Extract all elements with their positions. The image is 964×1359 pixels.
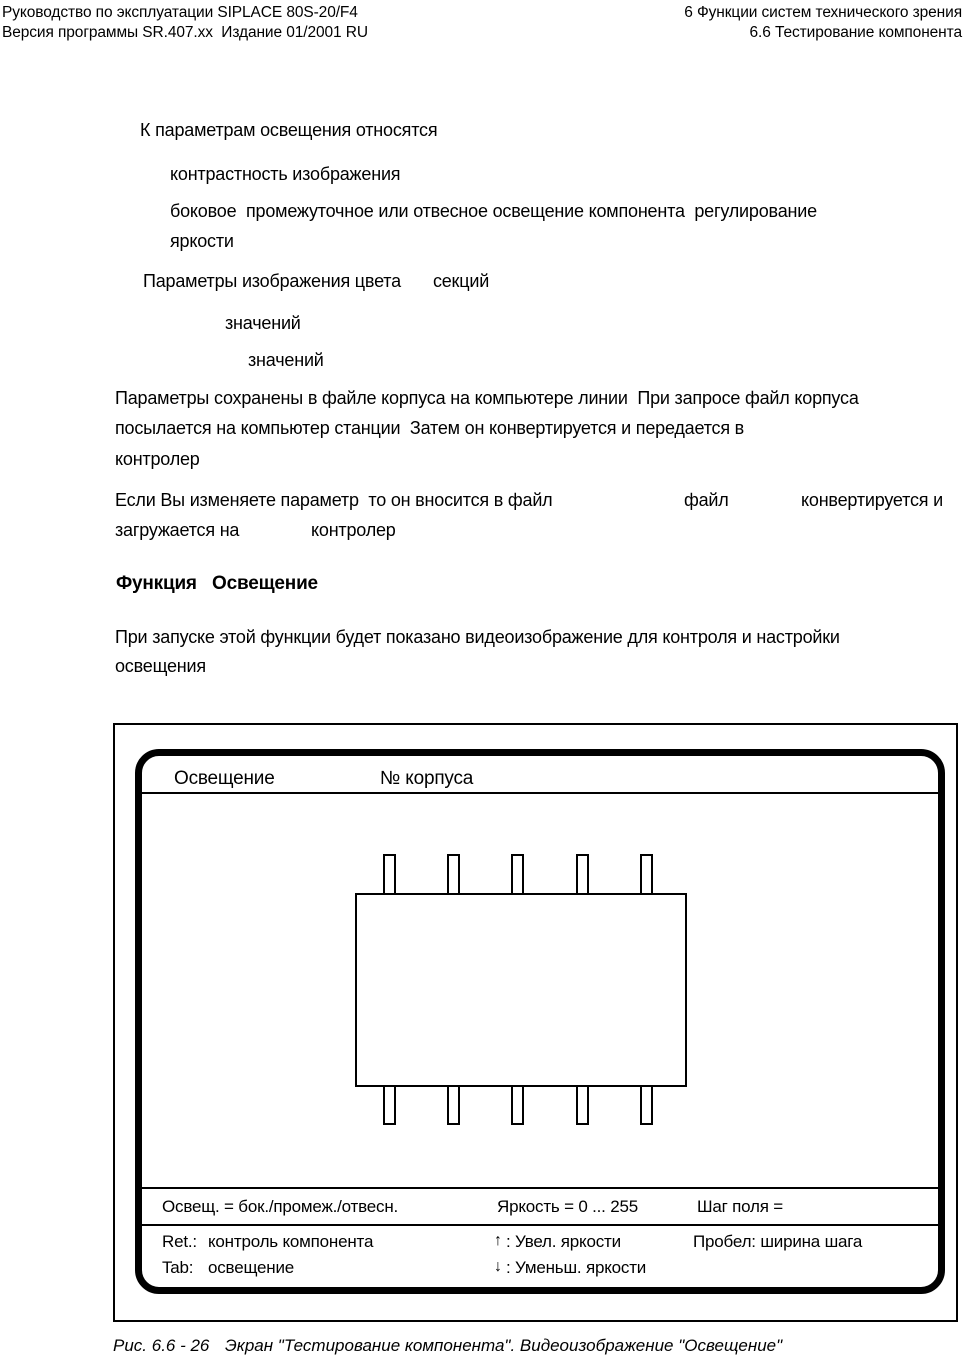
chip-body: [355, 893, 687, 1087]
list-item: яркости: [170, 231, 234, 251]
paragraph-storage-line3: контролер: [115, 449, 200, 469]
paragraph-storage-line1: Параметры сохранены в файле корпуса на компьютере линии При запросе файл корпуса: [115, 388, 859, 408]
paragraph-change-line2: [115, 520, 615, 542]
ret-key-label: Ret.:: [162, 1232, 197, 1251]
figure-caption: [113, 1336, 933, 1359]
chip-pin: [576, 1084, 589, 1125]
paragraph-params-part1: Параметры изображения цвета: [143, 271, 401, 291]
chip-pin: [640, 854, 653, 895]
paragraph-function-line1: При запуске этой функции будет показано видеоизображение для контроля и настройки: [115, 627, 840, 647]
paragraph-change-segment: конвертируется и: [801, 490, 943, 510]
arrow-up-icon: ↑: [494, 1232, 502, 1249]
status-divider: [142, 1187, 938, 1189]
chip-pin: [511, 1084, 524, 1125]
chip-pin: [383, 854, 396, 895]
paragraph-change-segment: файл: [684, 490, 729, 510]
chip-pin: [383, 1084, 396, 1125]
arrow-down-icon: ↓: [494, 1258, 502, 1275]
chip-pin: [640, 1084, 653, 1125]
list-item: значений: [225, 313, 301, 333]
key-row-ret: [142, 1232, 938, 1254]
chip-pin: [447, 1084, 460, 1125]
space-key-action: Пробел: ширина шага: [693, 1232, 863, 1251]
tab-key-label: Tab:: [162, 1258, 194, 1277]
key-row-tab: [142, 1258, 938, 1280]
video-screen: [135, 749, 945, 1294]
screen-package-number-label: № корпуса: [380, 768, 474, 789]
paragraph-storage-line2: посылается на компьютер станции Затем он конвертируется и передается в: [115, 418, 745, 438]
paragraph-change-segment: контролер: [311, 520, 396, 540]
header-right-section: 6.6 Тестирование компонента: [749, 24, 962, 41]
header-left-line2: Версия программы SR.407.xx Издание 01/2001 RU: [2, 24, 368, 41]
status-brightness: Яркость = 0 ... 255: [497, 1197, 638, 1216]
header-left-line1: Руководство по эксплуатации SIPLACE 80S-20/F4: [2, 4, 358, 21]
status-lighting: Освещ. = бок./промеж./отвесн.: [162, 1197, 399, 1216]
chip-pin: [576, 854, 589, 895]
paragraph-change-segment: загружается на: [115, 520, 240, 540]
paragraph-change-line1: [115, 490, 960, 512]
paragraph-change-segment: Если Вы изменяете параметр то он вносится в файл: [115, 490, 553, 510]
chip-pin: [447, 854, 460, 895]
keys-divider: [142, 1224, 938, 1226]
chip-pin: [511, 854, 524, 895]
paragraph-intro: К параметрам освещения относятся: [140, 120, 438, 140]
paragraph-function-line2: освещения: [115, 656, 206, 676]
section-heading: Функция Освещение: [116, 573, 318, 594]
list-item: боковое промежуточное или отвесное освещение компонента регулирование: [170, 201, 817, 221]
component-drawing: [355, 854, 687, 1125]
screen-title: Освещение: [174, 768, 275, 789]
status-row: [142, 1197, 938, 1219]
paragraph-params-part2: секций: [432, 271, 490, 291]
ret-key-action: контроль компонента: [208, 1232, 374, 1251]
figure-caption-label: Рис. 6.6 - 26: [113, 1336, 210, 1355]
arrow-down-action: : Уменьш. яркости: [506, 1258, 647, 1277]
arrow-up-action: : Увел. яркости: [506, 1232, 621, 1251]
header-right-chapter: 6 Функции систем технического зрения: [684, 4, 962, 21]
list-item: контрастность изображения: [170, 164, 401, 184]
paragraph-params: [143, 271, 489, 292]
figure-frame: [113, 723, 958, 1322]
figure-caption-text: Экран "Тестирование компонента". Видеоизображение "Освещение": [225, 1336, 783, 1355]
tab-key-action: освещение: [208, 1258, 295, 1277]
screen-header-divider: [142, 792, 938, 794]
status-step: Шаг поля =: [697, 1197, 784, 1216]
list-item: значений: [248, 350, 324, 370]
